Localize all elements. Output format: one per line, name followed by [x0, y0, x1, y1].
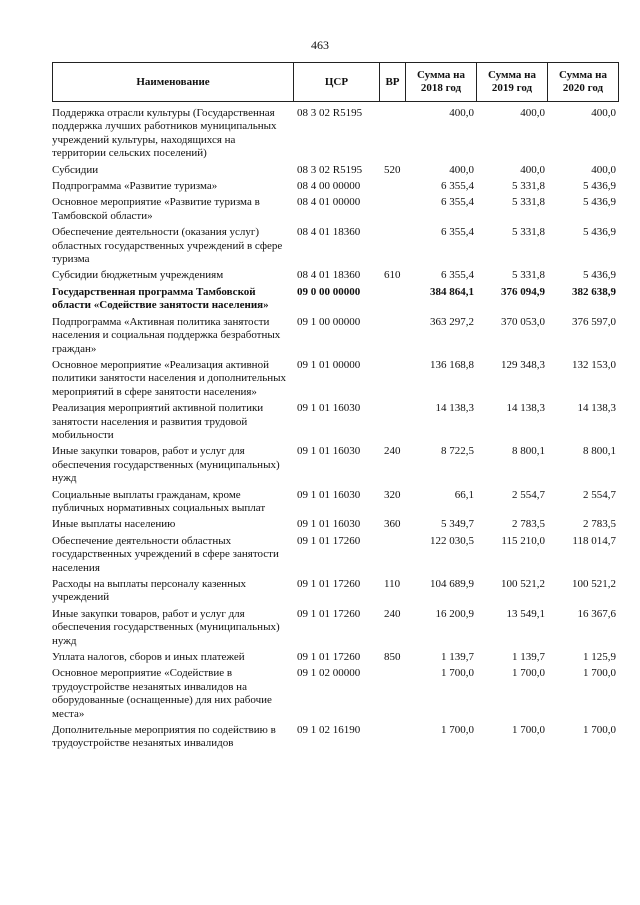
- cell-vr: 610: [384, 269, 401, 282]
- cell-sum-2020: 8 800,1: [583, 445, 616, 458]
- table-row: [52, 535, 618, 578]
- table-row: [52, 578, 618, 608]
- cell-sum-2018: 1 700,0: [441, 724, 474, 737]
- cell-sum-2019: 2 554,7: [512, 488, 545, 501]
- cell-name: Основное мероприятие «Развитие туризма в Тамбовской области»: [52, 196, 260, 222]
- cell-vr: [379, 226, 405, 269]
- cell-sum-2018: 6 355,4: [441, 196, 474, 209]
- cell-sum-2020: 5 436,9: [583, 269, 616, 282]
- table-row: [52, 226, 618, 269]
- cell-sum-2019: 400,0: [520, 163, 545, 176]
- cell-name: Поддержка отрасли культуры (Государственная поддержка лучших работников муниципальных учреждений культуры, находящихся на территории сельских поселений): [52, 107, 277, 160]
- cell-vr: 320: [384, 488, 401, 501]
- cell-vr: [379, 359, 405, 402]
- cell-name: Субсидии: [52, 163, 99, 176]
- cell-csr: 09 1 01 16030: [297, 445, 361, 458]
- table-row: [52, 445, 618, 488]
- header-name: Наименование: [53, 63, 294, 102]
- cell-sum-2020: 5 436,9: [583, 226, 616, 239]
- cell-sum-2018: 384 864,1: [430, 285, 474, 298]
- cell-sum-2020: 118 014,7: [572, 534, 616, 547]
- cell-csr: 09 1 01 16030: [297, 488, 361, 501]
- table-row: [52, 286, 618, 316]
- table-row: [52, 724, 618, 754]
- cell-sum-2018: 122 030,5: [430, 534, 474, 547]
- cell-csr: 08 3 02 R5195: [297, 163, 363, 176]
- cell-name: Расходы на выплаты персоналу казенных учреждений: [52, 578, 246, 604]
- cell-sum-2019: 1 700,0: [512, 667, 545, 680]
- cell-vr: [379, 107, 405, 164]
- cell-sum-2019: 5 331,8: [512, 226, 545, 239]
- cell-csr: 09 1 00 00000: [297, 315, 361, 328]
- table-row: [52, 489, 618, 519]
- cell-sum-2018: 400,0: [449, 163, 474, 176]
- cell-csr: 09 1 02 00000: [297, 667, 361, 680]
- cell-csr: 08 4 01 00000: [297, 196, 361, 209]
- cell-sum-2019: 8 800,1: [512, 445, 545, 458]
- cell-sum-2019: 13 549,1: [506, 607, 545, 620]
- cell-sum-2020: 5 436,9: [583, 196, 616, 209]
- cell-sum-2020: 1 700,0: [583, 724, 616, 737]
- cell-vr: [379, 667, 405, 724]
- cell-sum-2018: 14 138,3: [435, 402, 474, 415]
- page-number: 463: [311, 38, 329, 52]
- cell-sum-2019: 2 783,5: [512, 518, 545, 531]
- cell-vr: [379, 286, 405, 316]
- cell-name: Обеспечение деятельности областных государственных учреждений в сфере занятости населения: [52, 534, 279, 574]
- cell-sum-2020: 1 700,0: [583, 667, 616, 680]
- cell-csr: 09 1 01 17260: [297, 651, 361, 664]
- cell-csr: 09 1 01 16030: [297, 518, 361, 531]
- cell-csr: 08 4 01 18360: [297, 269, 361, 282]
- cell-vr: [379, 316, 405, 359]
- cell-name: Основное мероприятие «Содействие в трудоустройстве незанятых инвалидов на оборудованные (оснащенные) для них рабочие места»: [52, 667, 272, 720]
- cell-sum-2019: 1 139,7: [512, 651, 545, 664]
- cell-sum-2020: 2 554,7: [583, 488, 616, 501]
- cell-csr: 09 1 01 16030: [297, 402, 361, 415]
- budget-table-body: [52, 107, 618, 754]
- cell-sum-2019: 5 331,8: [512, 180, 545, 193]
- cell-name: Основное мероприятие «Реализация активной политики занятости населения и дополнительных мероприятий в сфере занятости населения»: [52, 358, 287, 398]
- cell-vr: 240: [384, 445, 401, 458]
- table-row: [52, 180, 618, 196]
- cell-sum-2020: 132 153,0: [572, 358, 616, 371]
- cell-sum-2018: 363 297,2: [430, 315, 474, 328]
- cell-vr: 360: [384, 518, 401, 531]
- cell-sum-2020: 14 138,3: [577, 402, 616, 415]
- cell-sum-2018: 66,1: [454, 488, 474, 501]
- cell-sum-2020: 5 436,9: [583, 180, 616, 193]
- cell-sum-2019: 376 094,9: [501, 285, 545, 298]
- cell-csr: 08 3 02 R5195: [297, 107, 363, 119]
- cell-sum-2018: 400,0: [449, 107, 474, 119]
- cell-vr: 110: [384, 578, 401, 590]
- cell-sum-2018: 6 355,4: [441, 180, 474, 193]
- cell-csr: 09 1 01 17260: [297, 534, 361, 547]
- header-sum-2019: Сумма на 2019 год: [477, 63, 548, 102]
- cell-csr: 09 1 02 16190: [297, 724, 361, 737]
- cell-sum-2020: 2 783,5: [583, 518, 616, 531]
- table-row: [52, 316, 618, 359]
- cell-sum-2020: 100 521,2: [572, 578, 616, 590]
- table-row: [52, 164, 618, 180]
- cell-name: Иные закупки товаров, работ и услуг для обеспечения государственных (муниципальных) нужд: [52, 445, 280, 485]
- cell-csr: 09 1 01 00000: [297, 358, 361, 371]
- cell-sum-2018: 104 689,9: [430, 578, 474, 590]
- cell-sum-2018: 16 200,9: [435, 607, 474, 620]
- cell-sum-2018: 6 355,4: [441, 226, 474, 239]
- cell-name: Уплата налогов, сборов и иных платежей: [52, 651, 245, 664]
- header-csr: ЦСР: [294, 63, 380, 102]
- cell-name: Подпрограмма «Активная политика занятости населения и социальная поддержка безработных граждан»: [52, 315, 281, 355]
- cell-vr: [379, 196, 405, 226]
- cell-vr: 240: [384, 607, 401, 620]
- cell-sum-2019: 370 053,0: [501, 315, 545, 328]
- cell-sum-2019: 14 138,3: [506, 402, 545, 415]
- header-sum-2020: Сумма на 2020 год: [548, 63, 619, 102]
- cell-name: Субсидии бюджетным учреждениям: [52, 269, 224, 282]
- table-row: [52, 402, 618, 445]
- cell-vr: [379, 724, 405, 754]
- table-row: [52, 651, 618, 667]
- table-header: [52, 62, 619, 102]
- cell-vr: [379, 180, 405, 196]
- cell-vr: [379, 402, 405, 445]
- cell-sum-2018: 5 349,7: [441, 518, 474, 531]
- cell-sum-2018: 136 168,8: [430, 358, 474, 371]
- cell-sum-2020: 400,0: [591, 107, 616, 119]
- cell-sum-2019: 5 331,8: [512, 196, 545, 209]
- cell-sum-2018: 6 355,4: [441, 269, 474, 282]
- cell-csr: 09 1 01 17260: [297, 607, 361, 620]
- cell-name: Иные выплаты населению: [52, 518, 176, 531]
- table-row: [52, 518, 618, 534]
- table-row: [52, 667, 618, 724]
- cell-name: Дополнительные мероприятия по содействию в трудоустройстве незанятых инвалидов: [52, 724, 276, 750]
- cell-sum-2020: 382 638,9: [572, 285, 616, 298]
- table-row: [52, 196, 618, 226]
- cell-name: Обеспечение деятельности (оказания услуг) областных государственных учреждений в сфере туризма: [52, 226, 283, 266]
- cell-sum-2019: 1 700,0: [512, 724, 545, 737]
- cell-sum-2018: 1 139,7: [441, 651, 474, 664]
- cell-csr: 08 4 00 00000: [297, 180, 361, 193]
- cell-sum-2018: 1 700,0: [441, 667, 474, 680]
- table-row: [52, 359, 618, 402]
- cell-sum-2019: 129 348,3: [501, 358, 545, 371]
- table-row: [52, 608, 618, 651]
- cell-csr: 09 1 01 17260: [297, 578, 361, 590]
- cell-vr: 520: [384, 163, 401, 176]
- cell-csr: 08 4 01 18360: [297, 226, 361, 239]
- cell-vr: 850: [384, 651, 401, 664]
- cell-sum-2020: 16 367,6: [577, 607, 616, 620]
- table-row: [52, 269, 618, 285]
- cell-sum-2019: 400,0: [520, 107, 545, 119]
- cell-sum-2019: 115 210,0: [501, 534, 545, 547]
- cell-sum-2020: 376 597,0: [572, 315, 616, 328]
- cell-csr: 09 0 00 00000: [297, 285, 361, 298]
- cell-name: Социальные выплаты гражданам, кроме публичных нормативных социальных выплат: [52, 488, 266, 514]
- cell-sum-2019: 100 521,2: [501, 578, 545, 590]
- table-row: [52, 107, 618, 164]
- cell-name: Иные закупки товаров, работ и услуг для обеспечения государственных (муниципальных) нужд: [52, 607, 280, 647]
- cell-name: Государственная программа Тамбовской области «Содействие занятости населения»: [52, 285, 269, 312]
- cell-vr: [379, 535, 405, 578]
- cell-sum-2020: 400,0: [591, 163, 616, 176]
- cell-sum-2018: 8 722,5: [441, 445, 474, 458]
- cell-name: Реализация мероприятий активной политики занятости населения и развития трудовой мобильности: [52, 402, 264, 441]
- cell-sum-2019: 5 331,8: [512, 269, 545, 282]
- cell-name: Подпрограмма «Развитие туризма»: [52, 180, 218, 193]
- header-sum-2018: Сумма на 2018 год: [406, 63, 477, 102]
- cell-sum-2020: 1 125,9: [583, 651, 616, 664]
- header-vr: ВР: [380, 63, 406, 102]
- budget-table: [52, 107, 618, 754]
